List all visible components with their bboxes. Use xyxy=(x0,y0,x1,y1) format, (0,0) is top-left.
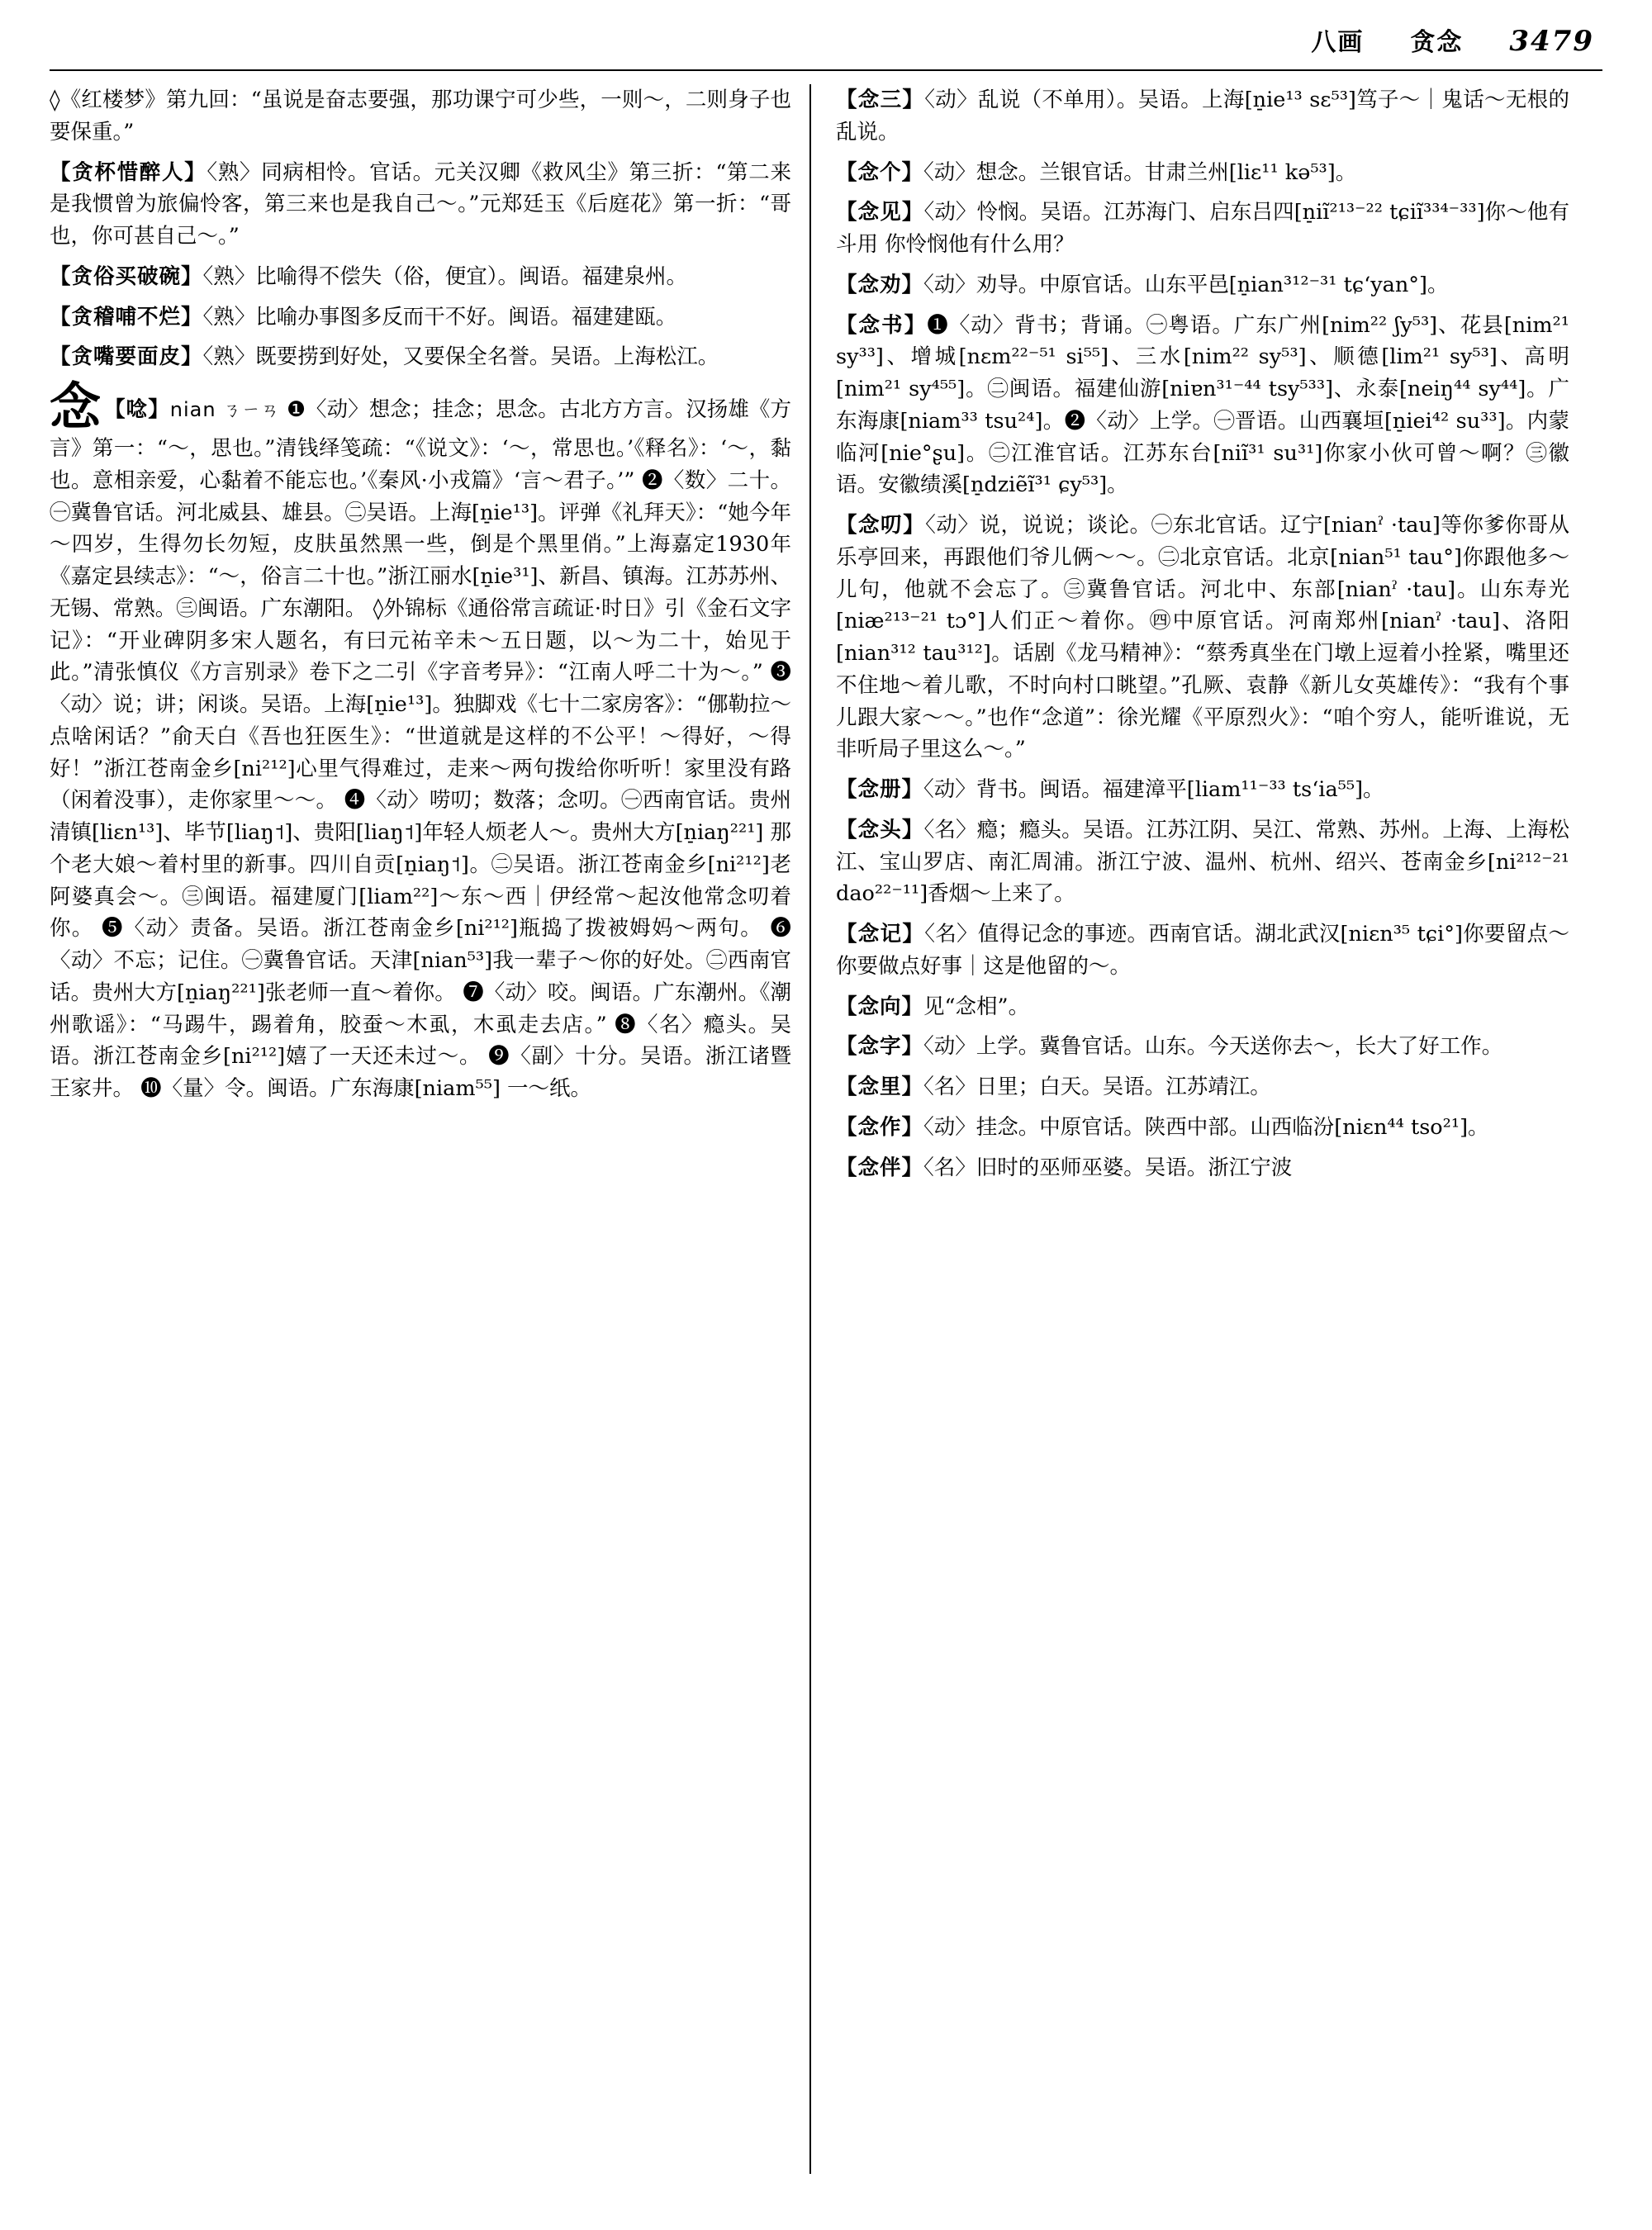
entry-nian-zuo xyxy=(836,1112,1569,1144)
entry-text: 〈熟〉既要捞到好处，又要保全名誉。吴语。上海松江。 xyxy=(202,344,719,370)
headword: 【念册】 xyxy=(836,777,924,802)
entry-text: 〈动〉怜悯。吴语。江苏海门、启东吕四[n̠iĩ²¹³⁻²² tɕiĩ³³⁴⁻³³]你～他有斗用 你怜悯他有什么用？ xyxy=(836,200,1569,257)
entry-nian-jian xyxy=(836,197,1569,261)
header-divider xyxy=(50,69,1602,71)
entry-nian-ce xyxy=(836,774,1569,806)
entry-text: 〈动〉想念。兰银官话。甘肃兰州[liɛ¹¹ kə⁵³]。 xyxy=(923,159,1357,185)
entry-nian-san xyxy=(836,84,1569,149)
entry-tan-su-mai-po-wan xyxy=(50,261,791,293)
headword: 【贪嘴要面皮】 xyxy=(50,344,203,370)
entry-text: 〈熟〉同病相怜。官话。元关汉卿《救风尘》第三折：“第二来是我惯曾为旅偏怜客，第三来也是我自己～。”元郑廷玉《后庭花》第一折：“哥也，你可甚自己～。” xyxy=(50,159,791,249)
entry-text: 〈动〉说，说说；谈论。㊀东北官话。辽宁[nianˀ ·tau]等你爹你哥从乐亭回来，再跟他们爷儿俩～～。㊁北京官话。北京[nian⁵¹ tau°]你跟他多～儿句，他就不会忘了。㊂冀鲁官话。河北中、东部[nianˀ ·tau]。山东寿光[niæ²¹³⁻²¹ tɔ°]人们正～着你。㊃中原官话。河南郑州[nianˀ ·tau]、洛阳[nian³¹² tau³¹²]。话剧《龙马精神》：“蔡秀真坐在门墩上逗着小拴紧，嘴里还不住地～着儿歌，不时向村口眺望。”孔厥、袁静《新儿女英雄传》：“我有个事儿跟大家～～。”也作“念道”：徐光耀《平原烈火》：“咱个穷人，能听谁说，无非听局子里这么～。” xyxy=(836,513,1569,762)
entry-nian-li xyxy=(836,1071,1569,1103)
entry-text: 〈动〉乱说（不单用）。吴语。上海[n̠ie¹³ sɛ⁵³]笃子～｜鬼话～无根的乱说。 xyxy=(836,88,1569,145)
pinyin: nian xyxy=(169,398,216,421)
entry-text: 〈名〉旧时的巫师巫婆。吴语。浙江宁波 xyxy=(923,1155,1293,1180)
headword: 【念记】 xyxy=(836,922,925,947)
main-headword-character: 念 xyxy=(50,377,102,437)
entry-text: 〈熟〉比喻办事图多反而干不好。闽语。福建建瓯。 xyxy=(202,304,677,330)
running-head-strokes: 八画 xyxy=(1311,28,1365,57)
headword: 【念个】 xyxy=(836,159,924,185)
entry-text: 〈动〉上学。冀鲁官话。山东。今天送你去～，长大了好工作。 xyxy=(923,1034,1503,1060)
headword: 【念劝】 xyxy=(836,272,924,297)
entry-nian-quan xyxy=(836,269,1569,301)
entry-text: 〈名〉瘾；瘾头。吴语。江苏江阴、吴江、常熟、苏州。上海、上海松江、宝山罗店、南汇周浦。浙江宁波、温州、杭州、绍兴、苍南金乡[ni²¹²⁻²¹ dao²²⁻¹¹]香烟～上来了。 xyxy=(836,817,1569,907)
entry-text: 〈动〉劝导。中原官话。山东平邑[n̠ian³¹²⁻³¹ tɕ‘yan°]。 xyxy=(923,272,1449,297)
entry-text: ◊《红楼梦》第九回：“虽说是奋志要强，那功课宁可少些，一则～，二则身子也要保重。” xyxy=(50,88,791,145)
entry-text: 〈名〉日里；白天。吴语。江苏靖江。 xyxy=(923,1075,1271,1099)
headword: 【念字】 xyxy=(836,1034,924,1060)
column-right xyxy=(809,84,1569,2174)
entry-nian-tou xyxy=(836,814,1569,910)
entry-nian-ban xyxy=(836,1152,1569,1184)
entry-quote xyxy=(50,84,791,149)
headword: 【念向】 xyxy=(836,994,924,1019)
entry-text: ❶〈动〉想念；挂念；思念。古北方方言。汉扬雄《方言》第一：“～，思也。”清钱绎笺疏：“《说文》：‘～，常思也。’《释名》：‘～，黏也。意相亲爱，心黏着不能忘也。’《秦风·小戎篇》‘言～君子。’” ❷〈数〉二十。㊀冀鲁官话。河北威县、雄县。㊁吴语。上海[n̠ie¹³]。评弹《礼拜天》：“她今年～四岁，生得勿长勿短，皮肤虽然黑一些，倒是个黑里俏。”上海嘉定1930年《嘉定县续志》：“～，俗言二十也。”浙江丽水[n̠ie³¹]、新昌、镇海。江苏苏州、无锡、常熟。㊂闽语。广东潮阳。 ◊外锦标《通俗常言疏证·时日》引《金石文字记》：“开业碑阴多宋人题名，有曰元祐辛未～五日题，以～为二十，始见于此。”清张慎仪《方言别录》卷下之二引《字音考异》：“江南人呼二十为～。” ❸〈动〉说；讲；闲谈。吴语。上海[n̠ie¹³]。独脚戏《七十二家房客》：“㑚勒拉～点啥闲话？”俞天白《吾也狂医生》：“世道就是这样的不公平！～得好，～得好！”浙江苍南金乡[ni²¹²]心里气得难过，走来～两句拨给你听听！家里没有路（闲着没事），走你家里～～。 ❹〈动〉唠叨；数落；念叨。㊀西南官话。贵州清镇[liɛn¹³]、毕节[liaŋ˦]、贵阳[liaŋ˦]年轻人烦老人～。贵州大方[n̠iaŋ²²¹] 那个老大娘～着村里的新事。四川自贡[n̠iaŋ˦]。㊁吴语。浙江苍南金乡[ni²¹²]老阿婆真会～。㊂闽语。福建厦门[liam²²]～东～西｜伊经常～起汝他常念叨着你。 ❺〈动〉责备。吴语。浙江苍南金乡[ni²¹²]瓶捣了拨被姆妈～两句。 ❻〈动〉不忘；记住。㊀冀鲁官话。天津[nian⁵³]我一辈子～你的好处。㊁西南官话。贵州大方[n̠iaŋ²²¹]张老师一直～着你。 ❼〈动〉咬。闽语。广东潮州。《潮州歌谣》：“马踢牛，踢着角，胶蚕～木虱，木虱走去店。” ❽〈名〉瘾头。吴语。浙江苍南金乡[ni²¹²]嬉了一天还未过～。 ❾〈副〉十分。吴语。浙江诸暨王家井。 ❿〈量〉令。闽语。广东海康[niam⁵⁵] 一～纸。 xyxy=(50,397,791,1101)
headword: 【念作】 xyxy=(836,1114,924,1140)
entry-text: ❶〈动〉背书；背诵。㊀粤语。广东广州[nim²² ʃy⁵³]、花县[nim²¹ sy³³]、增城[nɛm²²⁻⁵¹ si⁵⁵]、三水[nim²² sy⁵³]、顺德[lim²¹ sy⁵³]、高明[nim²¹ sy⁴⁵⁵]。㊁闽语。福建仙游[niɐn³¹⁻⁴⁴ tsy⁵³³]、永泰[neiŋ⁴⁴ sy⁴⁴]。广东海康[niam³³ tsu²⁴]。❷〈动〉上学。㊀晋语。山西襄垣[n̠iei⁴² su³³]。内蒙临河[nie°ʂu]。㊁江淮官话。江苏东台[niĩ³¹ su³¹]你家小伙可曾～啊？㊂徽语。安徽绩溪[n̠dziẽĩ³¹ ɕy⁵³]。 xyxy=(836,312,1569,498)
entry-text: 〈动〉挂念。中原官话。陕西中部。山西临汾[niɛn⁴⁴ tso²¹]。 xyxy=(923,1114,1489,1140)
headword: 【念伴】 xyxy=(836,1155,924,1180)
headword: 【念三】 xyxy=(836,88,925,112)
headword: 【贪杯惜醉人】 xyxy=(50,159,207,185)
running-head-words: 贪念 xyxy=(1410,28,1464,57)
headword: 【念里】 xyxy=(836,1075,924,1099)
entry-nian-ge xyxy=(836,157,1569,189)
headword: 【念叨】 xyxy=(836,513,926,538)
column-left xyxy=(50,84,809,2174)
entry-tan-zui-yao-mian-pi xyxy=(50,341,791,373)
entry-nian-zi xyxy=(836,1031,1569,1063)
headword: 【贪稽哺不烂】 xyxy=(50,304,203,330)
entry-text: 〈名〉值得记念的事迹。西南官话。湖北武汉[niɛn³⁵ tɕi°]你要留点～你要做点好事｜这是他留的～。 xyxy=(836,922,1569,979)
entry-tan-ji-bu-bu-lan xyxy=(50,301,791,334)
entry-nian-xiang xyxy=(836,991,1569,1023)
headword: 【念见】 xyxy=(836,200,924,225)
entry-text: 见“念相”。 xyxy=(923,994,1030,1019)
page-number: 3479 xyxy=(1509,25,1594,58)
headword: 【念书】 xyxy=(836,312,928,338)
entry-nian-ji xyxy=(836,918,1569,983)
entry-nian-main xyxy=(50,377,791,1105)
entry-tan-bei-xi-zui-ren xyxy=(50,157,791,253)
entry-text: 〈熟〉比喻得不偿失（俗，便宜）。闽语。福建泉州。 xyxy=(202,263,688,289)
running-head xyxy=(50,21,1602,69)
page-columns xyxy=(50,84,1602,2174)
entry-text: 〈动〉背书。闽语。福建漳平[liam¹¹⁻³³ ts‘ia⁵⁵]。 xyxy=(923,777,1384,802)
headword: 【念头】 xyxy=(836,817,924,842)
headword: 【贪俗买破碗】 xyxy=(50,263,203,289)
zhuyin: ㄋㄧㄢ xyxy=(222,401,280,421)
entry-nian-shu xyxy=(836,310,1569,502)
entry-nian-dao xyxy=(836,510,1569,766)
variant-headword: 【唸】 xyxy=(104,397,170,422)
